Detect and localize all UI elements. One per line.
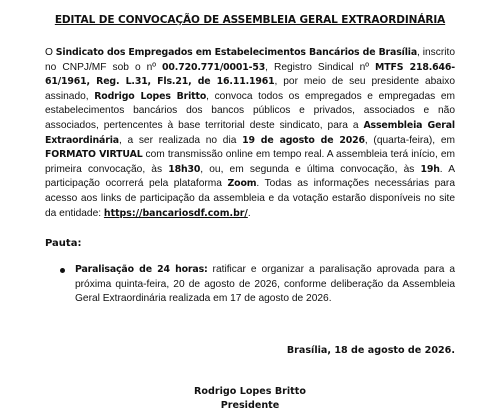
agenda-list <box>45 263 455 307</box>
second-call-time: 19h <box>420 163 440 175</box>
agenda-item <box>45 263 455 307</box>
cnpj-number: 00.720.771/0001-53 <box>162 61 266 73</box>
assembly-date: 19 de agosto de 2026 <box>242 134 365 146</box>
bullet-icon <box>60 268 65 273</box>
signatory-role: Presidente <box>220 400 280 411</box>
place-and-date: Brasília, 18 de agosto de 2026. <box>286 345 455 356</box>
body-text-7: , (quarta-feira), em <box>364 134 455 146</box>
agenda-item-title: Paralisação de 24 horas: <box>75 264 208 275</box>
body-text-10: . A participação ocorrerá pela plataforma <box>45 163 455 190</box>
body-text-4: , por meio de seu presidente abaixo assinado, <box>45 76 455 102</box>
platform-name: Zoom <box>227 178 257 190</box>
document-title: EDITAL DE CONVOCAÇÃO DE ASSEMBLEIA GERAL EXTRAORDINÁRIA <box>54 14 446 26</box>
body-text-9: , ou, em segunda e última convocação, às <box>200 163 421 175</box>
union-registry: MTFS 218.646-61/1961, Reg. L.31, Fls.21, de 16.11.1961 <box>45 61 455 88</box>
body-text-2: , inscrito no CNPJ/MF sob o nº <box>45 47 455 73</box>
body-text-11: . Todas as informações necessárias para acesso aos links de participação da assembleia e da votação estarão disponíveis no site da entidade: <box>45 178 455 219</box>
assembly-type: Assembleia Geral Extraordinária <box>45 119 455 146</box>
signature-block <box>0 385 500 413</box>
body-text-5: , convoca todos os empregados e empregadas em estabelecimentos bancários dos bancos públicos e privados, associados e não associados, pertencentes à base territorial deste sindicato, para a <box>45 90 455 131</box>
body-text-3: , Registro Sindical nº <box>265 61 376 73</box>
president-name-inline: Rodrigo Lopes Britto <box>94 90 207 102</box>
agenda-heading: Pauta: <box>45 238 82 249</box>
body-text-1: O <box>45 47 56 58</box>
agenda-item-text: ratificar e organizar a paralisação aprovada para a próxima quinta-feira, 20 de agosto de 2026, conforme deliberação da Assembleia Geral Extraordinária realizada em 17 de agosto de 2026. <box>75 264 456 305</box>
first-call-time: 18h30 <box>168 163 201 175</box>
convocation-paragraph <box>45 46 455 221</box>
union-name: Sindicato dos Empregados em Estabelecimentos Bancários de Brasília <box>55 47 418 58</box>
entity-website-link[interactable]: https://bancariosdf.com.br/ <box>103 207 248 219</box>
assembly-format: FORMATO VIRTUAL <box>45 149 143 161</box>
body-text-6: , a ser realizada no dia <box>118 134 243 146</box>
body-text-12: . <box>247 207 251 219</box>
signatory-name: Rodrigo Lopes Britto <box>194 386 306 397</box>
body-text-8: com transmissão online em tempo real. A assembleia terá início, em primeira convocação, às <box>45 149 455 175</box>
